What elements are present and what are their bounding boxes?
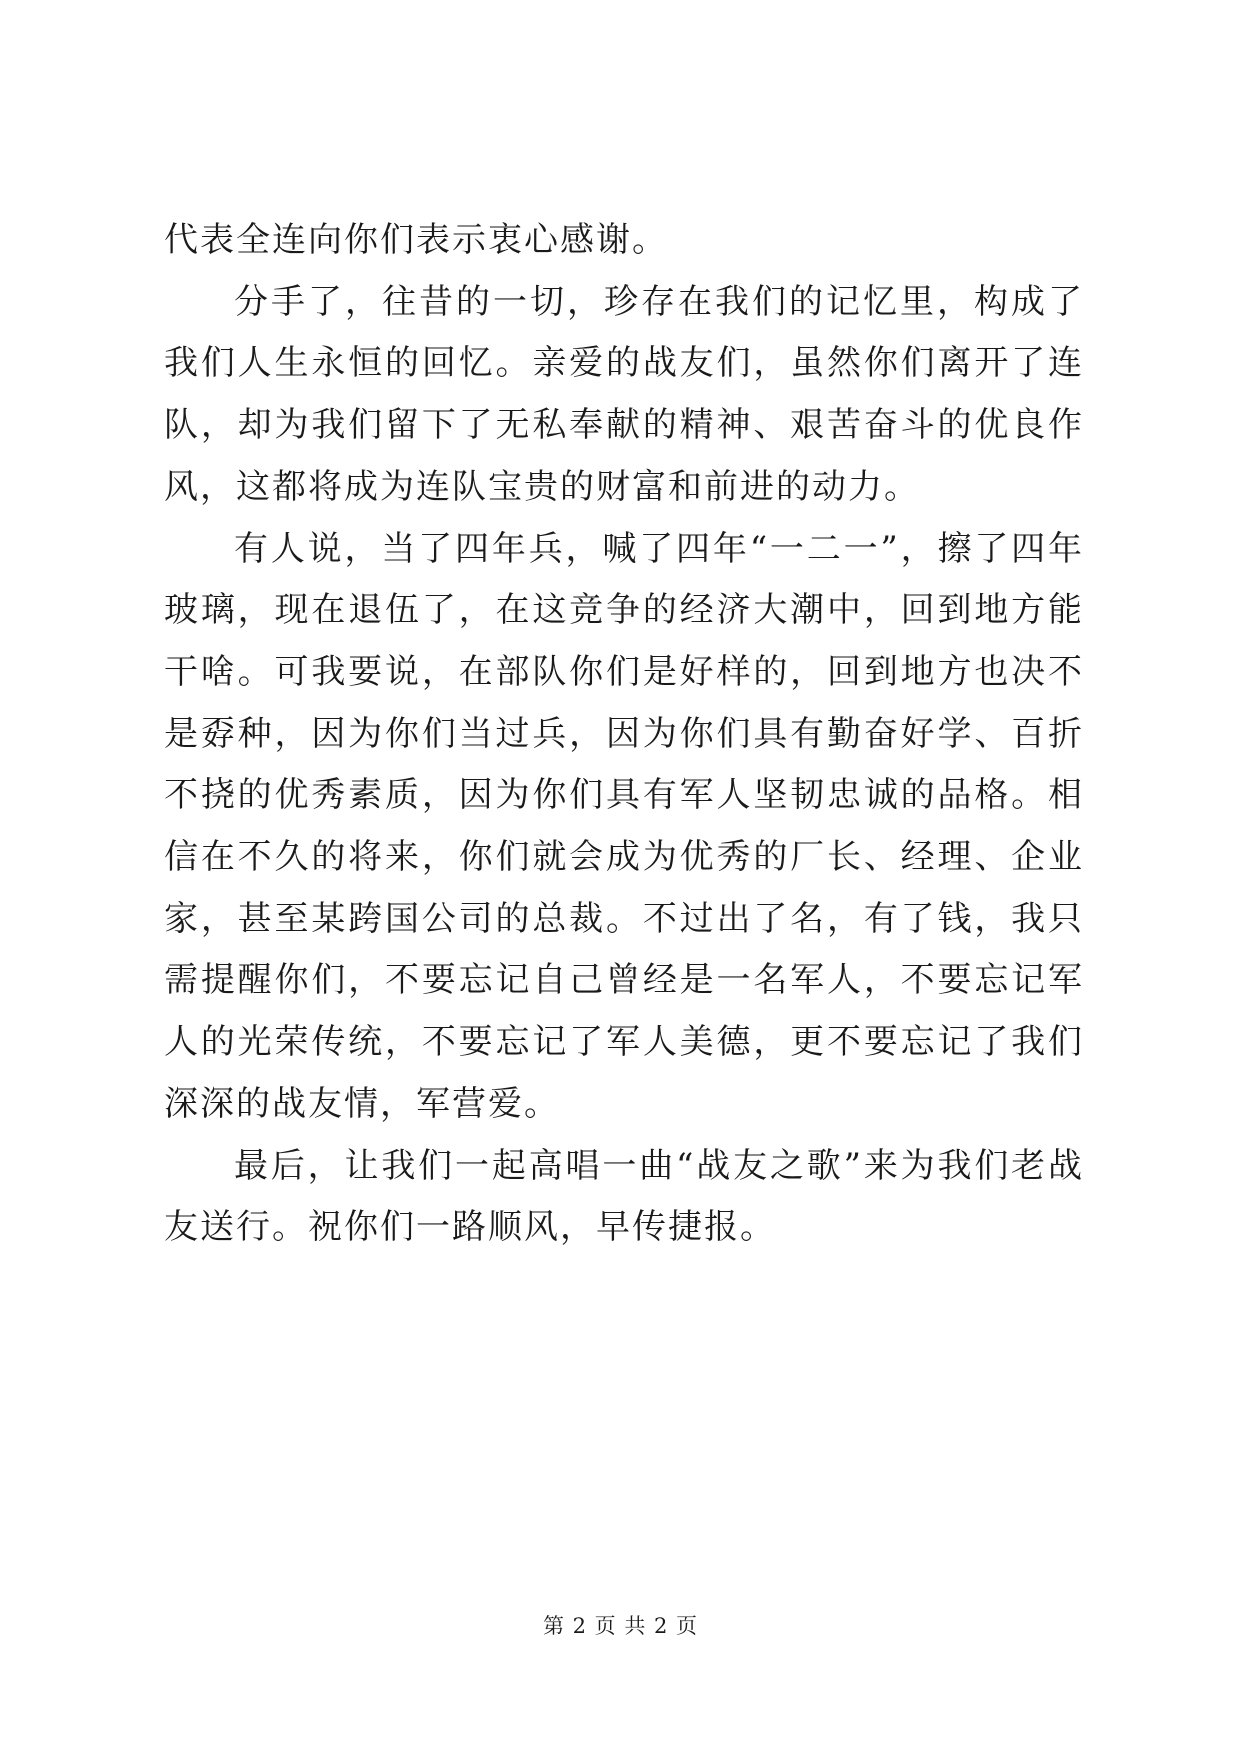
- paragraph-continuation: 代表全连向你们表示衷心感谢。: [164, 220, 668, 260]
- paragraph: 最后，让我们一起高唱一曲“战友之歌”来为我们老战友送行。祝你们一路顺风，早传捷报。: [164, 1145, 1084, 1248]
- paragraph: 分手了，往昔的一切，珍存在我们的记忆里，构成了我们人生永恒的回忆。亲爱的战友们，虽然你们离开了连队，却为我们留下了无私奉献的精神、艰苦奋斗的优良作风，这都将成为连队宝贵的财富和前进的动力。: [164, 281, 1084, 507]
- page-number-footer: 第 2 页 共 2 页: [542, 1614, 699, 1638]
- document-body: [164, 210, 1084, 1259]
- paragraph: 有人说，当了四年兵，喊了四年“一二一”，擦了四年玻璃，现在退伍了，在这竞争的经济大潮中，回到地方能干啥。可我要说，在部队你们是好样的，回到地方也决不是孬种，因为你们当过兵，因为你们具有勤奋好学、百折不挠的优秀素质，因为你们具有军人坚韧忠诚的品格。相信在不久的将来，你们就会成为优秀的厂长、经理、企业家，甚至某跨国公司的总裁。不过出了名，有了钱，我只需提醒你们，不要忘记自己曾经是一名军人，不要忘记军人的光荣传统，不要忘记了军人美德，更不要忘记了我们深深的战友情，军营爱。: [164, 528, 1084, 1124]
